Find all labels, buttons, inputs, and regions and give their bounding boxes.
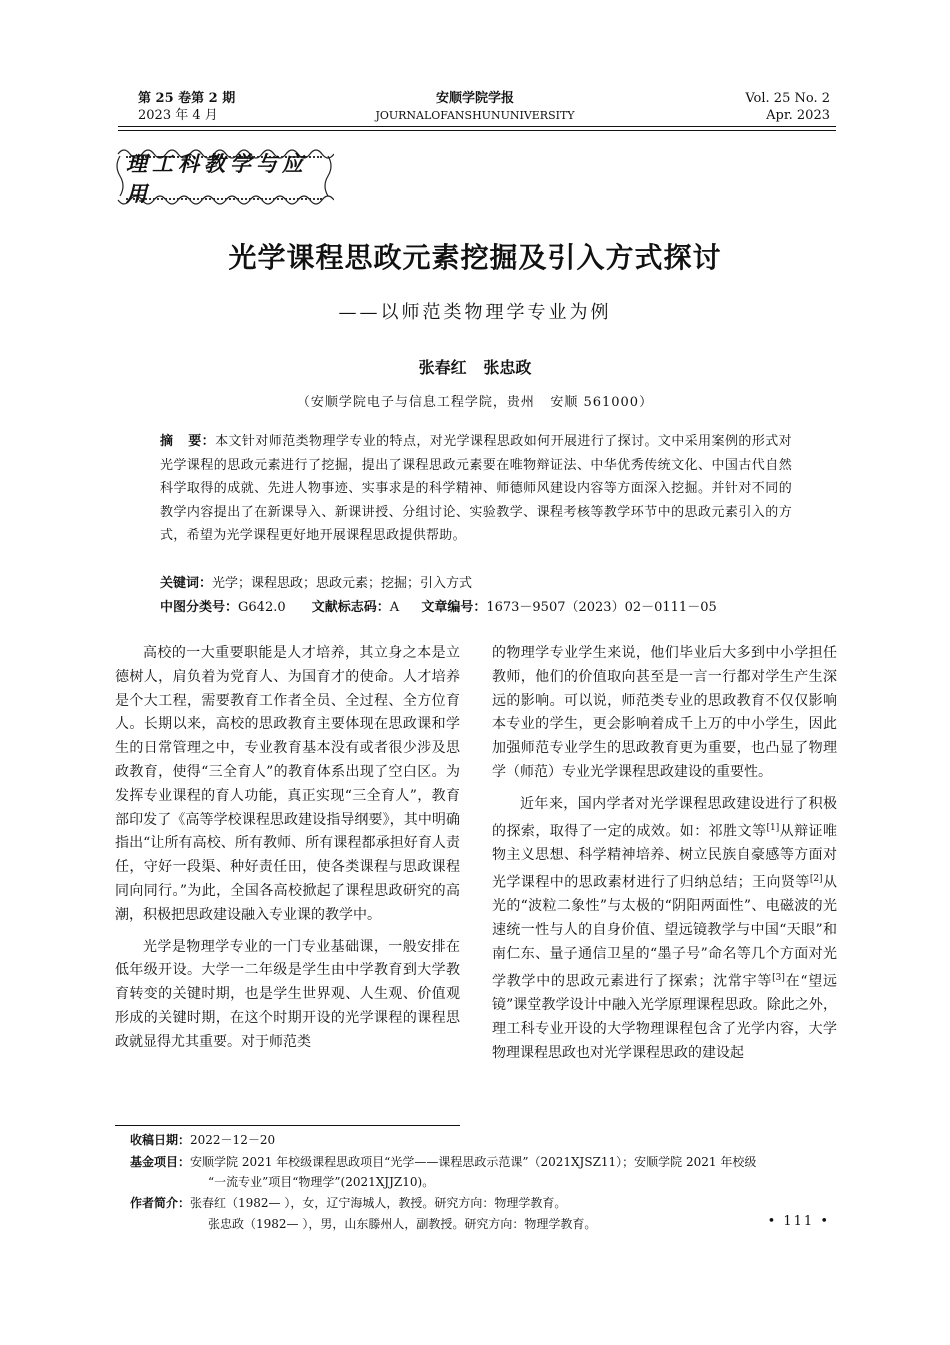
volume-number: Vol. 25 No. 2 — [745, 91, 830, 106]
affiliation: （安顺学院电子与信息工程学院，贵州 安顺 561000） — [296, 395, 654, 410]
footnote-author — [130, 1193, 840, 1214]
received-value: 2022－12－20 — [190, 1133, 276, 1147]
keywords — [160, 572, 792, 596]
header-rule — [118, 126, 836, 127]
received-label: 收稿日期： — [130, 1133, 191, 1147]
fund-label: 基金项目： — [130, 1155, 191, 1169]
volume-info — [745, 90, 830, 124]
footnote-received — [130, 1130, 840, 1151]
abstract-text: 本文针对师范类物理学专业的特点，对光学课程思政如何开展进行了探讨。文中采用案例的形式对光学课程的思政元素进行了挖掘，提出了课程思政元素要在唯物辩证法、中华优秀传统文化、中国古代自然科学取得的成就、先进人物事迹、实事求是的科学精神、师德师风建设内容等方面深入挖掘。并针对不同的教学内容提出了在新课导入、新课讲授、分组讨论、实验教学、课程考核等教学环节中的思政元素引入的方式，希望为光学课程更好地开展课程思政提供帮助。 — [160, 434, 792, 543]
clc-label: 中图分类号： — [160, 600, 239, 615]
body-text: 近年来，国内学者对光学课程思政建设进行了积极的探索，取得了一定的成效。如：祁胜文等 — [492, 795, 837, 840]
body-paragraph: 光学是物理学专业的一门专业基础课，一般安排在低年级开设。大学一二年级是学生由中学教育到大学教育转变的关键时期，也是学生世界观、人生观、价值观形成的关键时期，在这个时期开设的光学课程的课程思政就显得尤其重要。对于师范类 — [115, 938, 460, 1050]
citation-ref: [1] — [766, 822, 780, 833]
page-number: • 111 • — [767, 1214, 830, 1229]
body-text: 从光的“波粒二象性”与太极的“阴阳两面性”、电磁波的光速统一性与人的自身价值、望远镜教学与中国“天眼”和南仁东、量子通信卫星的“墨子号”命名等几个方面对光学教学中的思政元素进行了探索；沈常宇等 — [492, 874, 838, 990]
keywords-label: 关键词： — [160, 576, 213, 591]
body-paragraph-citations — [492, 793, 837, 1066]
paper-authors: 张春红 张忠政 — [418, 358, 532, 377]
author-bio-2: 张忠政（1982— ），男，山东滕州人，副教授。研究方向：物理学教育。 — [208, 1217, 597, 1231]
classification — [160, 596, 792, 620]
author-bio-1: 张春红（1982— ），女，辽宁海城人，教授。研究方向：物理学教育。 — [190, 1196, 567, 1210]
article-number-label: 文章编号： — [421, 600, 487, 615]
body-paragraph: 的物理学专业学生来说，他们毕业后大多到中小学担任教师，他们的价值取向甚至是一言一行都对学生产生深远的影响。可以说，师范类专业的思政教育不仅仅影响本专业的学生，更会影响着成千上万的中小学生，因此加强师范专业学生的思政教育更为重要，也凸显了物理学（师范）专业光学课程思政建设的重要性。 — [492, 645, 837, 780]
fund-line2: “一流专业”项目“物理学”(2021XJJZ10)。 — [208, 1175, 435, 1189]
footnote-fund — [130, 1152, 840, 1173]
volume-date: Apr. 2023 — [766, 108, 830, 123]
header-rule-thin — [118, 130, 836, 131]
issue-volume: 第 25 卷第 2 期 — [138, 91, 236, 106]
journal-title — [325, 90, 625, 124]
paper-title: 光学课程思政元素挖掘及引入方式探讨 — [228, 241, 722, 274]
section-banner-label: 理工科教学与应用 — [126, 152, 308, 206]
footnote-rule — [115, 1125, 460, 1126]
section-banner — [114, 144, 334, 208]
journal-name-en: JOURNALOFANSHUNUNIVERSITY — [375, 109, 575, 122]
issue-info — [138, 90, 235, 124]
abstract — [160, 430, 792, 548]
citation-ref: [3] — [772, 972, 785, 983]
doc-code-label: 文献标志码： — [311, 600, 390, 615]
keywords-text: 光学；课程思政；思政元素；挖掘；引入方式 — [212, 576, 473, 591]
article-number-value: 1673－9507（2023）02－0111－05 — [486, 600, 717, 615]
body-column-right — [492, 642, 837, 1066]
body-column-left — [115, 642, 460, 1055]
fund-line1: 安顺学院 2021 年校级课程思政项目“光学——课程思政示范课”（2021XJSZ11）；安顺学院 2021 年校级 — [190, 1155, 757, 1169]
citation-ref: [2] — [809, 873, 823, 884]
doc-code-value: A — [389, 600, 400, 615]
abstract-label: 摘 要： — [160, 434, 216, 449]
body-text: 从辩证唯物主义思想、科学精神培养、树立民族自豪感等方面对光学课程中的思政素材进行了归纳总结；王向贤等 — [492, 823, 838, 891]
journal-name-cn: 安顺学院学报 — [435, 91, 514, 106]
body-text: 在“望远镜”课堂教学设计中融入光学原理课程思政。除此之外，理工科专业开设的大学物理课程包含了光学内容，大学物理课程思政也对光学课程思政的建设起 — [492, 973, 837, 1061]
issue-date: 2023 年 4 月 — [138, 108, 218, 123]
paper-subtitle: ——以师范类物理学专业为例 — [338, 302, 612, 323]
author-bio-label: 作者简介： — [130, 1196, 191, 1210]
clc-value: G642.0 — [238, 600, 286, 615]
body-paragraph: 高校的一大重要职能是人才培养，其立身之本是立德树人，肩负着为党育人、为国育才的使命。人才培养是个大工程，需要教育工作者全员、全过程、全方位育人。长期以来，高校的思政教育主要体现在思政课和学生的日常管理之中，专业教育基本没有或者很少涉及思政教育，使得“三全育人”的教育体系出现了空白区。为发挥专业课程的育人功能，真正实现“三全育人”，教育部印发了《高等学校课程思政建设指导纲要》，其中明确指出“让所有高校、所有教师、所有课程都承担好育人责任，守好一段渠、种好责任田，使各类课程与思政课程同向同行。”为此，全国各高校掀起了课程思政研究的高潮，积极把思政建设融入专业课的教学中。 — [115, 645, 460, 923]
